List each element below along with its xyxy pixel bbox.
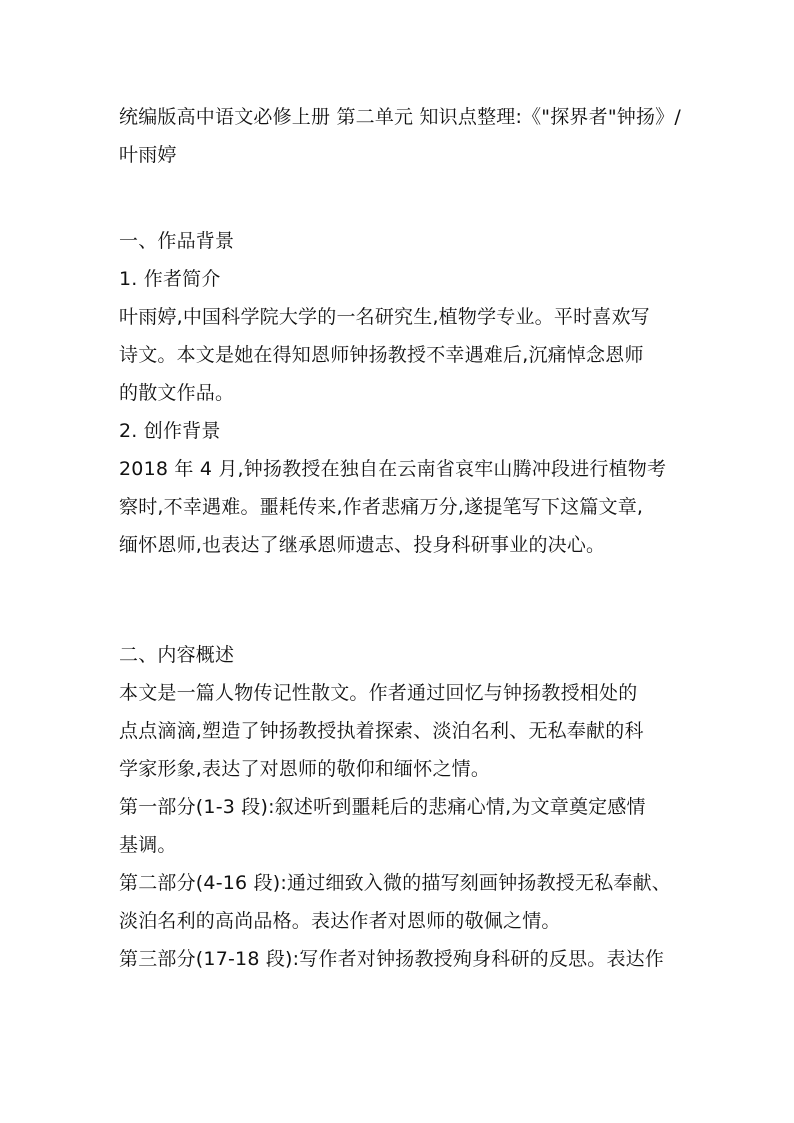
title-line: 叶雨婷 [119, 144, 177, 166]
document-title [119, 98, 689, 174]
paragraph-line: 本文是一篇人物传记性散文。作者通过回忆与钟扬教授相处的 [119, 682, 638, 704]
part-line: 第二部分(4-16 段):通过细致入微的描写刻画钟扬教授无私奉献、 [119, 872, 671, 894]
subheading-background: 2. 创作背景 [119, 420, 221, 442]
paragraph-line: 叶雨婷,中国科学院大学的一名研究生,植物学专业。平时喜欢写 [119, 306, 650, 328]
paragraph-line: 点点滴滴,塑造了钟扬教授执着探索、淡泊名利、无私奉献的科 [119, 720, 644, 742]
paragraph-line: 的散文作品。 [119, 382, 235, 404]
section-heading: 一、作品背景 [119, 230, 235, 252]
part-line: 第三部分(17-18 段):写作者对钟扬教授殉身科研的反思。表达作 [119, 948, 665, 970]
paragraph-line: 学家形象,表达了对恩师的敬仰和缅怀之情。 [119, 758, 491, 780]
part-line: 淡泊名利的高尚品格。表达作者对恩师的敬佩之情。 [119, 910, 561, 932]
part-line: 第一部分(1-3 段):叙述听到噩耗后的悲痛心情,为文章奠定感情 [119, 796, 646, 818]
section-summary [119, 636, 689, 978]
section-heading: 二、内容概述 [119, 644, 235, 666]
paragraph-line: 2018 年 4 月,钟扬教授在独自在云南省哀牢山腾冲段进行植物考 [119, 458, 667, 480]
section-background [119, 222, 689, 564]
paragraph-line: 察时,不幸遇难。噩耗传来,作者悲痛万分,遂提笔写下这篇文章, [119, 496, 644, 518]
part-line: 基调。 [119, 834, 177, 856]
title-line: 统编版高中语文必修上册 第二单元 知识点整理:《"探界者"钟扬》/ [119, 106, 681, 128]
paragraph-line: 诗文。本文是她在得知恩师钟扬教授不幸遇难后,沉痛悼念恩师 [119, 344, 644, 366]
subheading-author: 1. 作者简介 [119, 268, 221, 290]
paragraph-line: 缅怀恩师,也表达了继承恩师遗志、投身科研事业的决心。 [119, 534, 606, 556]
